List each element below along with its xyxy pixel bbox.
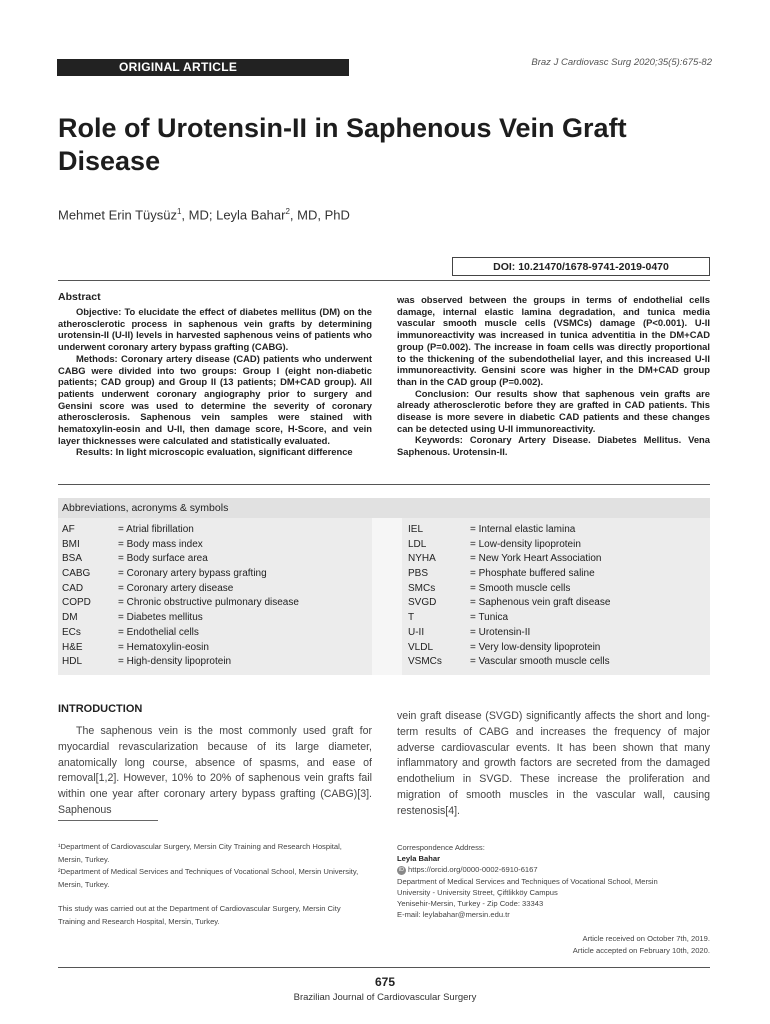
abstract-paragraph: was observed between the groups in terms of endothelial cells damage, internal elastic lamina degradation, and tunica media vascular smooth muscle cells (VSMCs) damage (P<0.001). U-II immunoreactivity was increased in tunica adventitia in the DM+CAD group (P=0.002). The increase in foam cells was directly proportional to the thickening of the subendothelial layer, and this increased U-II immunoreactivity. Gensini score was higher in the DM+CAD group than in the CAD group (P=0.002).	[397, 294, 710, 387]
abbreviation-term: CAD	[62, 582, 84, 594]
abbreviation-definition: = Saphenous vein graft disease	[470, 597, 611, 609]
abbreviation-term: SMCs	[408, 582, 436, 594]
abbreviation-row	[408, 655, 708, 670]
abbreviation-row	[408, 582, 708, 597]
authors-line	[58, 207, 350, 222]
abbreviation-term: BSA	[62, 553, 83, 565]
abbreviation-row	[408, 523, 708, 538]
abstract-paragraph: Objective: To elucidate the effect of diabetes mellitus (DM) on the atherosclerotic process in saphenous vein grafts by determining urotensin-II (U-II) levels in harvested saphenous veins of patients who underwent coronary artery bypass grafting (CABG).	[58, 306, 372, 353]
affiliation-2: ²Department of Medical Services and Techniques of Vocational School, Mersin University, Mersin, Turkey.	[58, 867, 359, 889]
article-title-line-1: Role of Urotensin-II in Saphenous Vein Graft	[58, 113, 627, 143]
abbreviation-row	[62, 552, 368, 567]
abbreviation-definition: = Diabetes mellitus	[118, 612, 203, 624]
abbreviation-term: U-II	[408, 626, 425, 638]
affiliations	[58, 841, 368, 929]
introduction-right-column	[397, 709, 710, 820]
divider	[58, 280, 710, 281]
abbreviation-row	[62, 538, 368, 553]
abbreviation-row	[62, 626, 368, 641]
correspondence-name: Leyla Bahar	[397, 854, 441, 864]
abbreviation-term: AF	[62, 524, 75, 535]
abbreviation-term: H&E	[62, 641, 83, 653]
article-title	[58, 112, 698, 178]
correspondence-address-line: University - University Street, Çiftlikköy Campus	[397, 887, 558, 897]
abbreviation-definition: = Coronary artery disease	[118, 582, 234, 594]
introduction-heading: INTRODUCTION	[58, 703, 143, 715]
abbreviation-term: LDL	[408, 538, 427, 550]
abbreviation-definition: = Tunica	[470, 612, 509, 624]
page-number: 675	[374, 975, 396, 989]
section-tag	[57, 59, 349, 76]
abstract-paragraph: Keywords: Coronary Artery Disease. Diabetes Mellitus. Vena Saphenous. Urotensin-II.	[397, 434, 710, 458]
abbreviation-row	[408, 596, 708, 611]
abbreviation-row	[408, 538, 708, 553]
abbreviation-definition: = High-density lipoprotein	[118, 656, 232, 668]
abbreviation-row	[408, 626, 708, 641]
abbreviation-term: IEL	[408, 524, 424, 535]
correspondence-label: Correspondence Address:	[397, 843, 485, 852]
author-affiliation-mark: 2	[285, 207, 290, 216]
abbreviation-definition: = Low-density lipoprotein	[470, 538, 581, 550]
abstract-right-column	[397, 294, 710, 458]
abbreviation-row	[408, 552, 708, 567]
abstract-heading: Abstract	[58, 291, 101, 303]
abbreviation-term: SVGD	[408, 597, 437, 609]
footer-divider	[58, 967, 710, 968]
journal-name: Brazilian Journal of Cardiovascular Surgery	[293, 992, 477, 1003]
body-paragraph: The saphenous vein is the most commonly used graft for myocardial revascularization because of its large diameter, anatomically long course, absence of spasms, and ease of removal[1,2]. However, 10% to 20% of saphenous vein grafts fail within one year after coronary artery bypass grafting (CABG)[3]. Saphenous	[58, 725, 372, 816]
abbreviation-row	[408, 641, 708, 656]
abbreviations-left-list	[62, 523, 368, 670]
abbreviation-term: CABG	[62, 568, 91, 580]
abbreviation-definition: = Atrial fibrillation	[118, 524, 194, 535]
abstract-paragraph: Methods: Coronary artery disease (CAD) patients who underwent CABG were divided into two groups: Group I (eight non-diabetic patients; CAD group) and Group II (13 patients; DM+CAD group). All patients underwent coronary angiography prior to surgery and Gensini score was used to determine the severity of coronary atherosclerosis. Saphenous vein samples were stained with hematoxylin-eosin and U-II, then damage score, H-Score, and vein layer thicknesses were calculated and statistically evaluated.	[58, 352, 372, 446]
abbreviation-definition: = Smooth muscle cells	[470, 582, 571, 594]
abbreviation-term: ECs	[62, 626, 81, 638]
abbreviation-term: PBS	[408, 568, 429, 580]
body-paragraph: vein graft disease (SVGD) significantly affects the short and long-term results of CABG and increases the frequency of major adverse cardiovascular events. It has been shown that many inflammatory and growth factors are secreted from the damaged endothelium in SVGD. These increase the proliferation and migration of smooth muscles in the vascular wall, causing restenosis[4].	[397, 710, 710, 817]
doi-box[interactable]: DOI: 10.21470/1678-9741-2019-0470	[452, 257, 710, 276]
author-degree: , MD, PhD	[289, 207, 350, 223]
accepted-date: Article accepted on February 10th, 2020.	[572, 946, 710, 955]
divider	[58, 484, 710, 485]
abbreviation-definition: = Coronary artery bypass grafting	[118, 568, 267, 580]
correspondence-email[interactable]: E-mail: leylabahar@mersin.edu.tr	[397, 910, 510, 920]
orcid-line	[397, 864, 717, 875]
abbreviation-definition: = Endothelial cells	[118, 626, 199, 638]
section-tag-label: ORIGINAL ARTICLE	[119, 60, 238, 74]
abbreviations-right-list	[408, 523, 708, 670]
abbreviation-term: HDL	[62, 656, 83, 668]
author-name: Mehmet Erin Tüysüz	[58, 207, 177, 223]
abbreviations-gutter	[372, 498, 402, 675]
abbreviation-row	[62, 582, 368, 597]
abbreviation-term: T	[408, 612, 415, 624]
abstract-paragraph: Results: In light microscopic evaluation, significant difference	[76, 446, 353, 458]
abbreviation-definition: = Vascular smooth muscle cells	[470, 656, 610, 668]
abbreviation-row	[62, 655, 368, 670]
orcid-link[interactable]: https://orcid.org/0000-0002-6910-6167	[408, 865, 538, 875]
received-date: Article received on October 7th, 2019.	[582, 934, 710, 943]
abbreviation-definition: = Phosphate buffered saline	[470, 568, 595, 580]
abbreviation-row	[62, 641, 368, 656]
abbreviation-definition: = Body mass index	[118, 538, 203, 550]
author-affiliation-mark: 1	[176, 207, 182, 216]
abbreviation-definition: = Internal elastic lamina	[470, 524, 576, 535]
abbreviation-term: VSMCs	[408, 656, 442, 668]
abbreviation-row	[408, 611, 708, 626]
abbreviation-term: VLDL	[408, 641, 434, 653]
correspondence-address-line: Department of Medical Services and Techniques of Vocational School, Mersin	[397, 876, 658, 886]
abbreviation-term: COPD	[62, 597, 91, 609]
correspondence	[397, 842, 717, 920]
abbreviation-definition: = New York Heart Association	[470, 553, 602, 565]
abbreviation-term: DM	[62, 612, 78, 624]
orcid-icon: iD	[398, 866, 405, 873]
abbreviation-term: NYHA	[408, 553, 436, 565]
abbreviations-heading: Abbreviations, acronyms & symbols	[62, 502, 229, 514]
abbreviations-heading-bar	[58, 498, 710, 518]
abbreviation-definition: = Urotensin-II	[470, 626, 531, 638]
abbreviation-definition: = Hematoxylin-eosin	[118, 641, 209, 653]
article-dates	[573, 933, 710, 957]
abbreviation-row	[62, 596, 368, 611]
abbreviation-row	[408, 567, 708, 582]
abbreviation-term: BMI	[62, 538, 80, 550]
correspondence-address-line: Yenisehir-Mersin, Turkey - Zip Code: 33343	[397, 899, 544, 909]
abstract-paragraph: Conclusion: Our results show that saphenous vein grafts are already atherosclerotic before they are grafted in CAD patients. This disease is more severe in diabetic CAD patients and these changes can be detected using U-II immunoreactivity.	[397, 387, 710, 434]
affiliation-1: ¹Department of Cardiovascular Surgery, Mersin City Training and Research Hospital, Mersin, Turkey.	[58, 842, 342, 864]
article-title-line-2: Disease	[58, 146, 161, 176]
study-location-note: This study was carried out at the Department of Cardiovascular Surgery, Mersin City Training and Research Hospital, Mersin, Turkey.	[58, 904, 341, 926]
author-degree: , MD; Leyla Bahar	[181, 207, 286, 223]
abbreviation-definition: = Chronic obstructive pulmonary disease	[118, 597, 299, 609]
introduction-left-column	[58, 724, 372, 819]
abbreviation-definition: = Body surface area	[118, 553, 208, 565]
abbreviation-row	[62, 567, 368, 582]
abbreviation-row	[62, 523, 368, 538]
abbreviation-row	[62, 611, 368, 626]
footnote-divider	[58, 820, 158, 821]
abbreviation-definition: = Very low-density lipoprotein	[470, 641, 601, 653]
abstract-left-column	[58, 306, 372, 458]
journal-citation: Braz J Cardiovasc Surg 2020;35(5):675-82	[531, 57, 712, 68]
